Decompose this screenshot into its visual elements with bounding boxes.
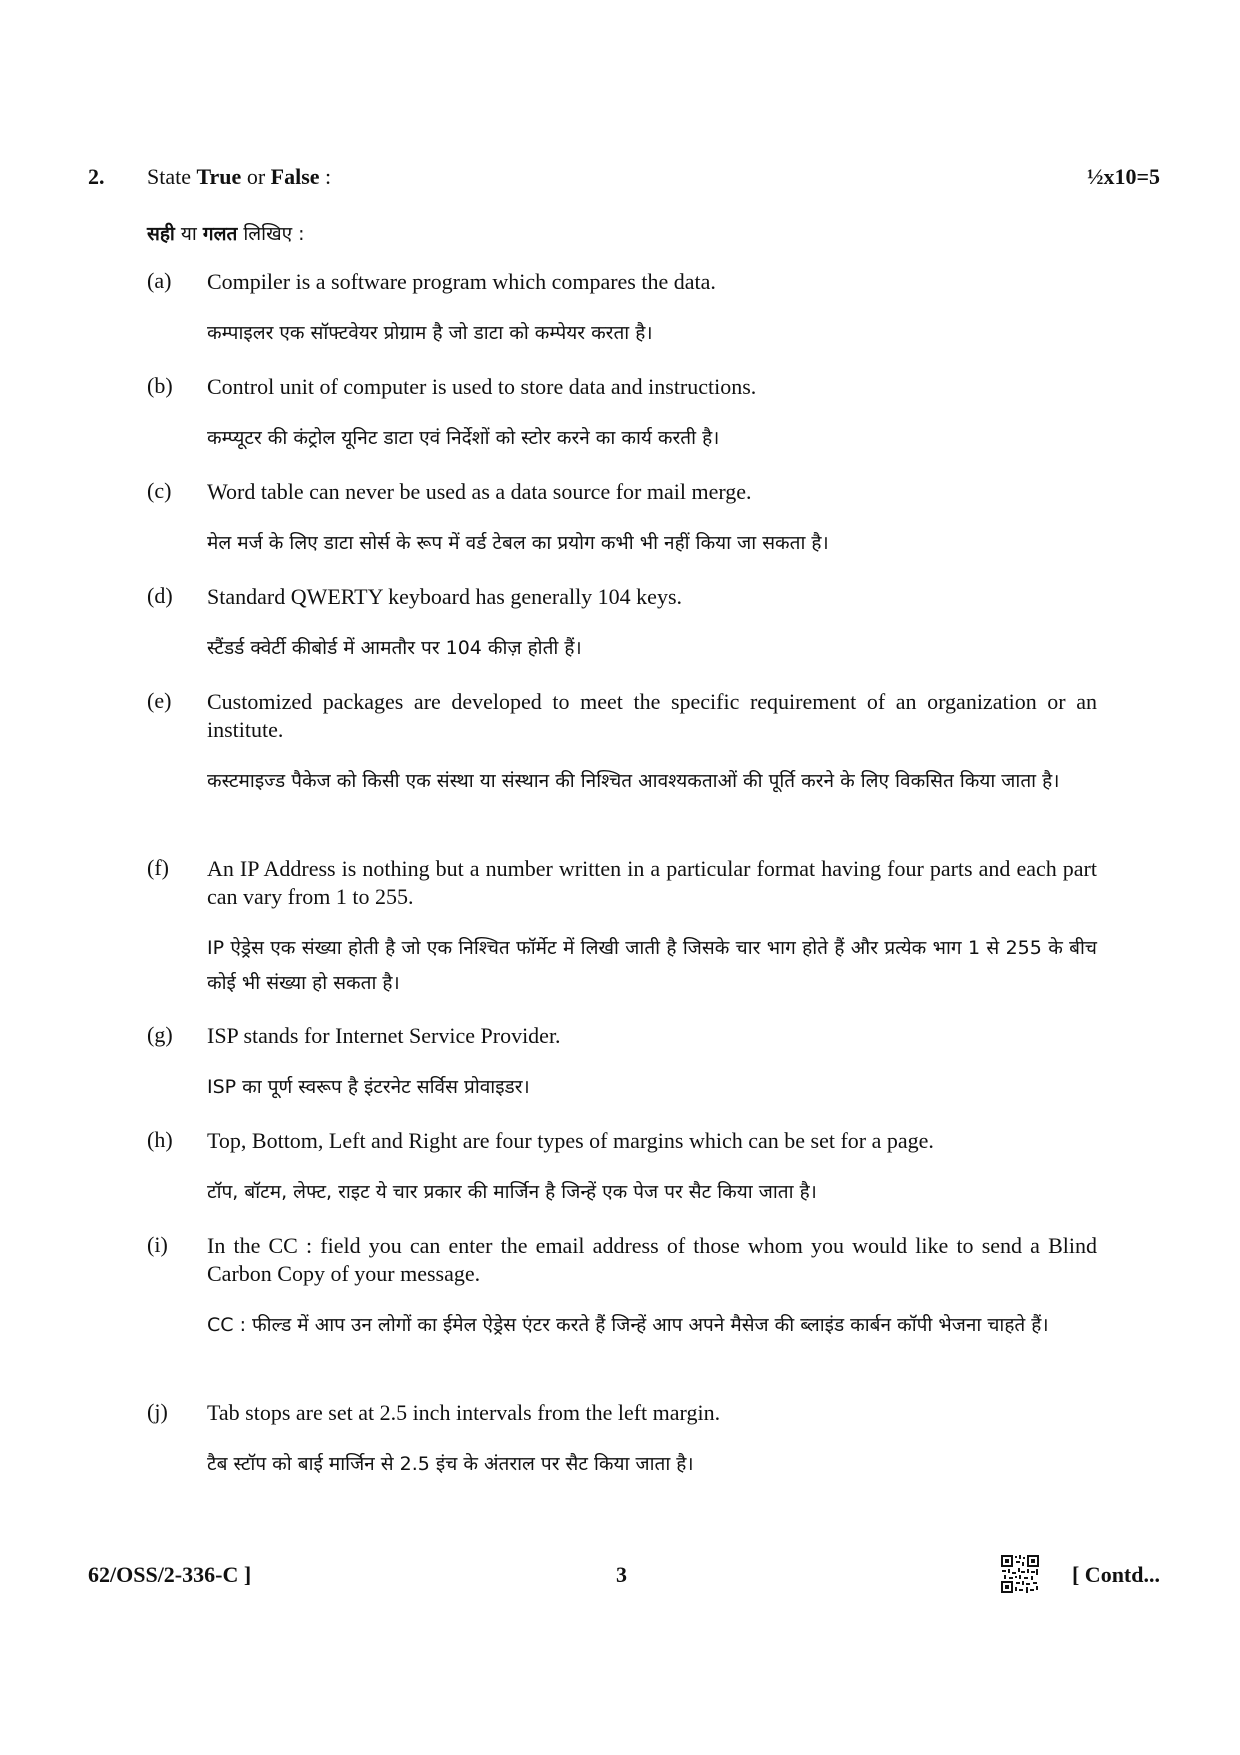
instruction-or: or: [241, 164, 271, 189]
statement-hindi: कस्टमाइज्ड पैकेज को किसी एक संस्था या संस्थान की निश्चित आवश्यकताओं की पूर्ति करने के लिए विकसित किया जाता है।: [207, 770, 1060, 792]
statement-hindi: टॉप, बॉटम, लेफ्ट, राइट ये चार प्रकार की मार्जिन है जिन्हें एक पेज पर सैट किया जाता है।: [207, 1181, 817, 1203]
statement-label: (e): [147, 688, 172, 713]
statement-label: (h): [147, 1127, 173, 1152]
statement-english: An IP Address is nothing but a number written in a particular format having four parts and each part can vary from 1 to 255.: [207, 856, 1097, 909]
instruction-true: True: [196, 164, 242, 189]
statement-hindi: टैब स्टॉप को बाई मार्जिन से 2.5 इंच के अंतराल पर सैट किया जाता है।: [207, 1453, 694, 1475]
statement-label: (a): [147, 268, 172, 293]
statement-label: (f): [147, 855, 169, 880]
question-marks: ½x10=5: [1086, 164, 1160, 189]
statement-english: Compiler is a software program which compares the data.: [207, 269, 716, 294]
statement-english: Word table can never be used as a data source for mail merge.: [207, 479, 752, 504]
hindi-true: सही: [147, 223, 175, 245]
statement-label: (i): [147, 1232, 168, 1257]
statement-hindi: CC : फील्ड में आप उन लोगों का ईमेल ऐड्रेस एंटर करते हैं जिन्हें आप अपने मैसेज की ब्लाइंड कार्बन कॉपी भेजना चाहते हैं।: [207, 1314, 1049, 1336]
statement-hindi: ISP का पूर्ण स्वरूप है इंटरनेट सर्विस प्रोवाइडर।: [207, 1076, 530, 1098]
page-footer: [88, 1554, 1160, 1594]
statement-hindi: मेल मर्ज के लिए डाटा सोर्स के रूप में वर्ड टेबल का प्रयोग कभी भी नहीं किया जा सकता है।: [207, 532, 829, 554]
statement-english: Standard QWERTY keyboard has generally 104 keys.: [207, 584, 683, 609]
statement-hindi: स्टैंडर्ड क्वेर्टी कीबोर्ड में आमतौर पर 104 कीज़ होती हैं।: [207, 637, 582, 659]
statement-english: ISP stands for Internet Service Provider.: [207, 1023, 561, 1048]
statement-english: In the CC : field you can enter the email address of those whom you would like to send a Blind Carbon Copy of your message.: [207, 1233, 1097, 1286]
paper-code: 62/OSS/2-336-C ]: [88, 1562, 252, 1587]
statement-label: (d): [147, 583, 173, 608]
statement-label: (b): [147, 373, 173, 398]
statement-hindi: IP ऐड्रेस एक संख्या होती है जो एक निश्चित फॉर्मेट में लिखी जाती है जिसके चार भाग होते हैं और प्रत्येक भाग 1 से 255 के बीच कोई भी संख्या हो सकता है।: [207, 937, 1097, 994]
qr-code-icon: [1000, 1554, 1040, 1594]
statement-english: Customized packages are developed to meet the specific requirement of an organization or an institute.: [207, 689, 1097, 742]
statement-english: Top, Bottom, Left and Right are four types of margins which can be set for a page.: [207, 1128, 934, 1153]
statement-english: Control unit of computer is used to store data and instructions.: [207, 374, 757, 399]
statement-hindi: कम्पाइलर एक सॉफ्टवेयर प्रोग्राम है जो डाटा को कम्पेयर करता है।: [207, 322, 653, 344]
question-instruction: [147, 164, 331, 190]
page-number: 3: [616, 1562, 627, 1587]
statement-label: (g): [147, 1022, 173, 1047]
statement-english: Tab stops are set at 2.5 inch intervals from the left margin.: [207, 1400, 721, 1425]
statement-hindi: कम्प्यूटर की कंट्रोल यूनिट डाटा एवं निर्देशों को स्टोर करने का कार्य करती है।: [207, 427, 720, 449]
statement-label: (j): [147, 1399, 168, 1424]
hindi-suffix: लिखिए :: [237, 223, 305, 245]
instruction-suffix: :: [319, 164, 332, 189]
statement-label: (c): [147, 478, 172, 503]
hindi-false: गलत: [202, 223, 238, 245]
continued-label: [ Contd...: [1071, 1562, 1160, 1587]
instruction-prefix: State: [147, 164, 197, 189]
question-header: [88, 164, 1160, 198]
instruction-false: False: [270, 164, 320, 189]
question-number: 2.: [88, 164, 105, 189]
hindi-or: या: [174, 223, 203, 245]
question-instruction-hindi: [147, 220, 305, 246]
